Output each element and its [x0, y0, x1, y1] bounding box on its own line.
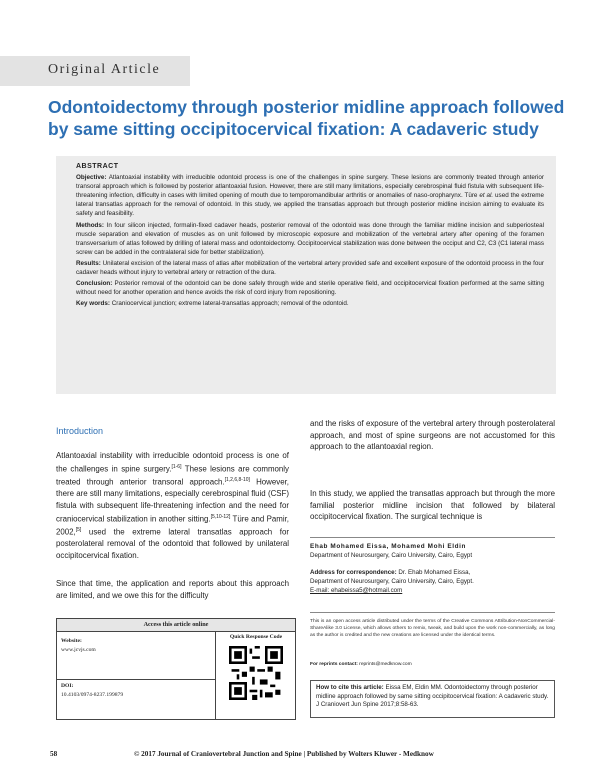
access-info [57, 631, 216, 719]
doi-label: DOI: [61, 683, 74, 689]
abstract-heading: ABSTRACT [76, 163, 119, 170]
article-type-banner [0, 56, 190, 86]
divider [310, 537, 555, 538]
article-type-label: Original Article [48, 62, 161, 77]
reprints-contact: For reprints contact: reprints@medknow.com [310, 662, 412, 667]
page-number: 58 [50, 750, 58, 758]
how-to-cite-box: How to cite this article: Eissa EM, Eldin MM. Odontoidectomy through posterior midline approach followed by same sitting occipitocervical fixation: A cadaveric study. J Craniovert Jun Spine 2017;8:58-63. [310, 680, 555, 718]
footer-text: © 2017 Journal of Craniovertebral Junction and Spine | Published by Wolters Kluwer - Medknow [134, 750, 434, 758]
divider [310, 612, 555, 613]
abstract-results: Results: Unilateral excision of the lateral mass of atlas after mobilization of the vertebral artery provided safe and excellent exposure of the odontoid process in the four cadaver heads without injury to vertebral artery or retraction of the dura. [76, 259, 544, 277]
correspondence: Address for correspondence: Dr. Ehab Mohamed Eissa, [310, 569, 471, 576]
introduction-heading: Introduction [56, 426, 104, 436]
correspondence-dept: Department of Neurosurgery, Cairo University, Cairo, Egypt. [310, 578, 474, 585]
abstract-objective: Objective: Atlantoaxial instability with irreducible odontoid process is one of the challenges in spine surgery. These lesions are commonly treated through anterior transoral approach which is followed by posterior atlantoaxial fusion. However, there are still many limitations, especially cerebrospinal fluid fistula with subsequent life-threatening infection, difficulty in cases with limited opening of mouth due to temporomandibular arthritis or anomalies of naso-oropharynx. Türe et al. used the extreme lateral transatlas approach for the removal of odontoid. In this study, we applied the transatlas approach but through posterior midline incision aiming to evaluate its safety and feasibility. [76, 174, 545, 218]
qr-label: Quick Response Code [229, 634, 283, 640]
author-block [310, 542, 555, 595]
abstract-box [56, 156, 556, 394]
abstract-keywords: Key words: Craniocervical junction; extreme lateral-transatlas approach; removal of the odontoid. [76, 300, 349, 308]
article-title: Odontoidectomy through posterior midline approach followed by same sitting occipitocervical fixation: A cadaveric study [48, 97, 565, 139]
author-names: Ehab Mohamed Eissa, Mohamed Mohi Eldin [310, 543, 466, 550]
intro-paragraph-4: In this study, we applied the transatlas approach but through the more familial posterior midline incision that followed by bilateral occipitocervical fixation. The surgical technique is [310, 489, 555, 522]
abstract-methods: Methods: In four silicon injected, formalin-fixed cadaver heads, posterior removal of the odontoid was done through the familiar midline incision and subperiosteal muscle separation and elevation of muscles as on unit followed by microscopic exposure and mobilization of the vertebral artery after opening of the foramen transversarium of atlas followed by drilling of lateral mass and odontoidectomy. Occipitocervical stabilization was done between the occiput and C2, C3 (C1 lateral mass screw can be added in the contralateral side for better stabilization). [76, 221, 544, 256]
abstract-conclusion: Conclusion: Posterior removal of the odontoid can be done safely through wide and sterile operative field, and occipitocervical fixation performed at the same sitting without need for another operation and hence avoids the risk of cord injury from repositioning. [76, 280, 544, 297]
website-link[interactable]: www.jcvjs.com [61, 647, 96, 653]
intro-paragraph-2: Since that time, the application and reports about this approach are limited, and we owe this for the difficulty [56, 579, 289, 600]
access-online-box [56, 618, 296, 720]
intro-paragraph-1: Atlantoaxial instability with irreducible odontoid process is one of the challenges in spine surgery.[1-6] These lesions are commonly treated through anterior transoral approach.[1,2,6,8-10] However, there are still many limitations, especially cerebrospinal fluid (CSF) fistula with subsequent life-threatening infection and the need for craniocervical stabilization in another sitting.[5,10-12] Türe and Pamir, 2002,[5] used the extreme lateral transatlas approach for posterolateral removal of the odontoid that followed by unilateral occipitocervical fixation. [56, 451, 290, 561]
correspondence-email: E-mail: ehabeissa5@hotmail.com [310, 587, 403, 594]
qr-code-icon [229, 646, 283, 700]
intro-paragraph-3: and the risks of exposure of the vertebral artery through posterolateral approach, and most of spine surgeons are not accustomed for this approach to the atlantoaxial region. [310, 419, 555, 452]
website-label: Website: [61, 638, 82, 644]
author-department: Department of Neurosurgery, Cairo University, Cairo, Egypt [310, 552, 473, 559]
doi-value: 10.4103/0974-8237.199879 [61, 692, 124, 698]
license-text: This is an open access article distributed under the terms of the Creative Commons Attribution-NonCommercial-ShareAlike 3.0 License, which allows others to remix, tweak, and build upon the work non-commercially, as long as the author is credited and the new creations are licensed under the identical terms. [310, 619, 555, 639]
access-header: Access this article online [57, 619, 295, 632]
